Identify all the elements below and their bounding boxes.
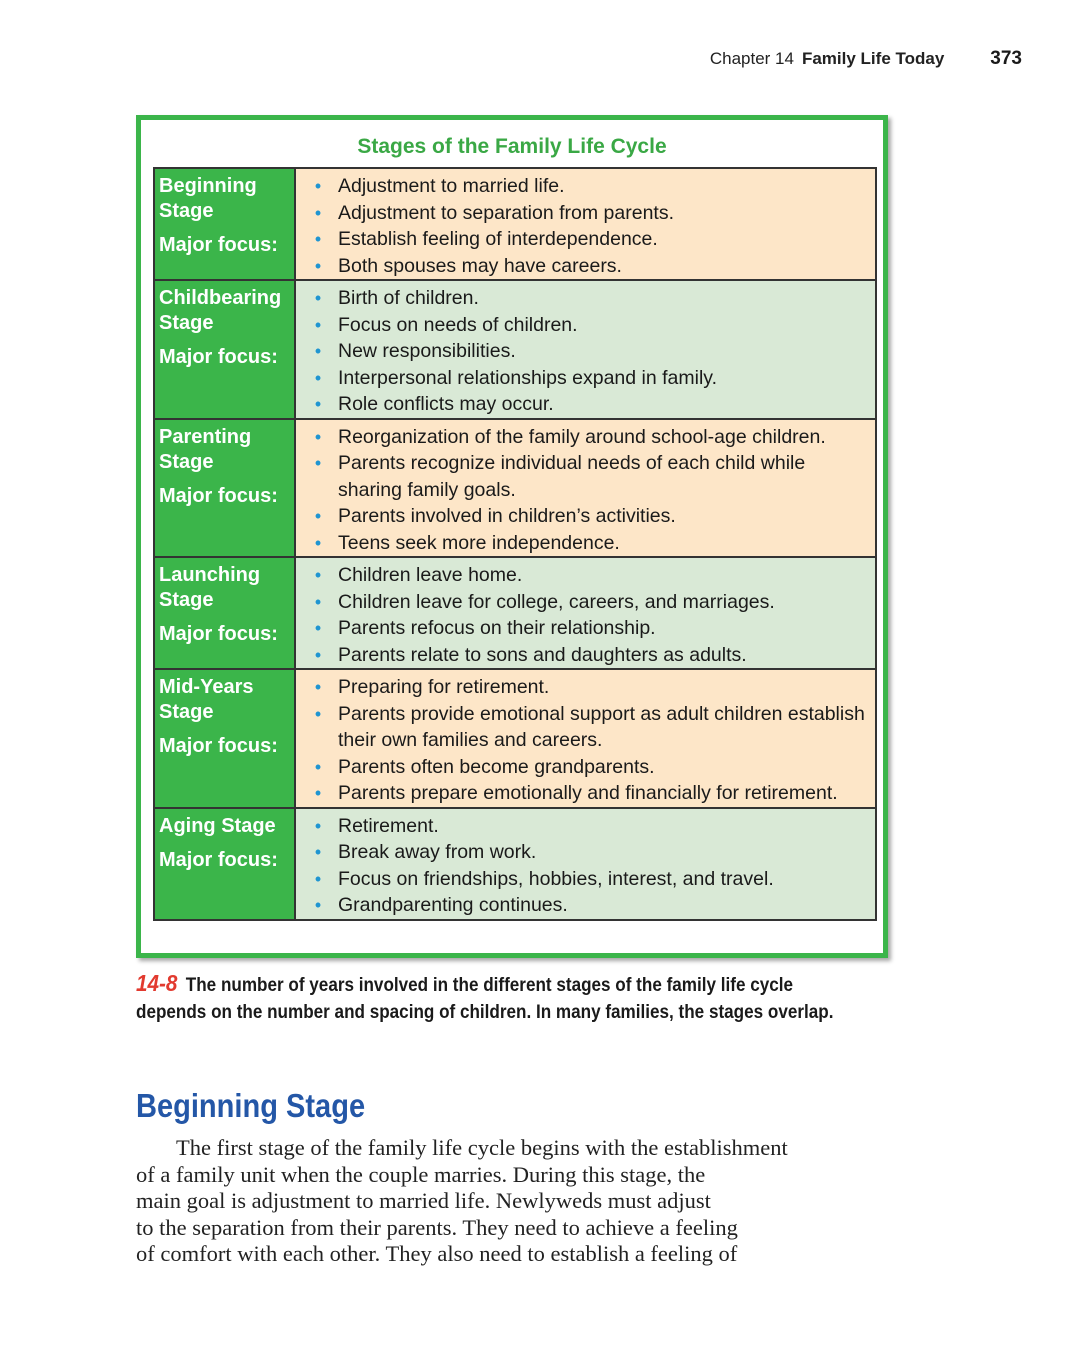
focus-item-text: Birth of children. xyxy=(338,287,479,309)
focus-item xyxy=(296,391,869,418)
stage-name-line: Mid-Years xyxy=(159,676,254,698)
focus-item xyxy=(296,450,869,503)
stage-label xyxy=(155,420,296,557)
major-focus-label: Major focus: xyxy=(159,848,278,871)
focus-item xyxy=(296,338,869,365)
caption-line-1: The number of years involved in the different stages of the family life cycle xyxy=(185,975,794,996)
focus-item-text: Parents recognize individual needs of each child while sharing family goals. xyxy=(338,452,806,501)
bullet-icon: • xyxy=(314,591,322,612)
stage-label xyxy=(155,809,296,919)
stage-name-line: Stage xyxy=(159,589,214,611)
caption-line-2: depends on the number and spacing of children. In many families, the stages overlap. xyxy=(136,1002,834,1023)
major-focus-label: Major focus: xyxy=(159,735,278,757)
major-focus-label: Major focus: xyxy=(159,234,278,256)
bullet-icon: • xyxy=(314,895,322,915)
stages-table xyxy=(153,167,877,921)
body-line: of comfort with each other. They also need to establish a feeling of xyxy=(136,1241,738,1266)
focus-item xyxy=(296,813,869,840)
bullet-icon: • xyxy=(314,532,322,553)
focus-item-text: Preparing for retirement. xyxy=(338,676,550,698)
stage-name-line: Beginning xyxy=(159,175,257,197)
body-line: main goal is adjustment to married life. Newlyweds must adjust xyxy=(136,1188,711,1213)
bullet-icon: • xyxy=(314,618,322,638)
bullet-icon: • xyxy=(314,341,322,361)
focus-item xyxy=(296,503,869,530)
focus-list xyxy=(296,809,875,919)
stage-name-line: Parenting xyxy=(159,425,252,448)
bullet-icon: • xyxy=(314,842,322,862)
focus-item xyxy=(296,200,869,227)
focus-item-text: Establish feeling of interdependence. xyxy=(338,228,658,250)
bullet-icon: • xyxy=(314,677,322,697)
stage-name-line: Stage xyxy=(159,450,214,473)
focus-list xyxy=(296,670,875,807)
stage-label xyxy=(155,558,296,668)
focus-list xyxy=(296,558,875,668)
stage-row xyxy=(155,558,875,670)
focus-item xyxy=(296,173,869,200)
bullet-icon: • xyxy=(314,426,322,447)
focus-item xyxy=(296,839,869,866)
bullet-icon: • xyxy=(314,229,322,249)
focus-item-text: Children leave home. xyxy=(338,564,523,586)
body-paragraph xyxy=(136,1135,876,1268)
focus-item xyxy=(296,674,869,701)
body-line: of a family unit when the couple marries. During this stage, the xyxy=(136,1161,706,1187)
focus-item xyxy=(296,642,869,669)
focus-item-text: Parents refocus on their relationship. xyxy=(338,617,656,639)
stage-label xyxy=(155,169,296,279)
stage-name-line: Stage xyxy=(159,701,214,723)
focus-item xyxy=(296,892,869,919)
focus-item xyxy=(296,365,869,392)
body-line: The first stage of the family life cycle begins with the establishment xyxy=(176,1135,788,1160)
focus-item-text: Break away from work. xyxy=(338,841,537,863)
bullet-icon: • xyxy=(314,176,322,196)
focus-item xyxy=(296,226,869,253)
major-focus-label: Major focus: xyxy=(159,484,278,507)
bullet-icon: • xyxy=(314,314,322,335)
focus-item xyxy=(296,866,869,893)
focus-list xyxy=(296,420,875,557)
focus-item-text: Parents provide emotional support as adult children establish their own families and careers. xyxy=(338,702,865,751)
focus-item-text: Adjustment to separation from parents. xyxy=(338,201,675,224)
page-number: 373 xyxy=(990,48,1022,69)
stage-label xyxy=(155,281,296,418)
focus-item xyxy=(296,754,869,781)
bullet-icon: • xyxy=(314,367,322,388)
bullet-icon: • xyxy=(314,288,322,308)
stage-row xyxy=(155,809,875,919)
focus-item xyxy=(296,701,869,754)
focus-item xyxy=(296,312,869,339)
focus-item-text: Parents often become grandparents. xyxy=(338,755,655,778)
major-focus-label: Major focus: xyxy=(159,346,278,368)
focus-item xyxy=(296,285,869,312)
bullet-icon: • xyxy=(314,783,322,803)
stage-label xyxy=(155,670,296,807)
body-line: to the separation from their parents. They need to achieve a feeling xyxy=(136,1214,738,1240)
focus-item-text: Parents prepare emotionally and financially for retirement. xyxy=(338,782,838,804)
focus-item xyxy=(296,562,869,589)
focus-item xyxy=(296,530,869,557)
bullet-icon: • xyxy=(314,868,322,889)
focus-list xyxy=(296,169,875,279)
focus-list xyxy=(296,281,875,418)
family-life-cycle-figure xyxy=(136,115,888,958)
focus-item-text: Focus on needs of children. xyxy=(338,313,578,336)
focus-item-text: Interpersonal relationships expand in family. xyxy=(338,366,718,389)
bullet-icon: • xyxy=(314,255,322,276)
stage-row xyxy=(155,169,875,281)
focus-item xyxy=(296,780,869,807)
figure-title: Stages of the Family Life Cycle xyxy=(357,135,667,158)
stage-row xyxy=(155,670,875,809)
stage-name-line: Launching xyxy=(159,564,261,586)
focus-item xyxy=(296,253,869,280)
focus-item-text: Parents involved in children’s activities. xyxy=(338,505,676,527)
major-focus-label: Major focus: xyxy=(159,623,278,645)
focus-item-text: Teens seek more independence. xyxy=(338,531,620,554)
focus-item-text: Retirement. xyxy=(338,814,439,837)
stage-name-line: Stage xyxy=(159,312,214,334)
focus-item-text: Role conflicts may occur. xyxy=(338,393,554,415)
bullet-icon: • xyxy=(314,202,322,223)
chapter-title: Family Life Today xyxy=(801,49,945,68)
stage-row xyxy=(155,281,875,420)
bullet-icon: • xyxy=(314,565,322,585)
bullet-icon: • xyxy=(314,506,322,526)
figure-number: 14-8 xyxy=(136,970,178,996)
focus-item-text: Parents relate to sons and daughters as adults. xyxy=(338,643,747,666)
focus-item xyxy=(296,424,869,451)
stage-name-line: Aging Stage xyxy=(159,814,276,837)
focus-item xyxy=(296,615,869,642)
bullet-icon: • xyxy=(314,756,322,777)
bullet-icon: • xyxy=(314,644,322,665)
stage-name-line: Stage xyxy=(159,200,214,222)
focus-item-text: Focus on friendships, hobbies, interest, and travel. xyxy=(338,867,774,890)
bullet-icon: • xyxy=(314,703,322,724)
focus-item-text: Grandparenting continues. xyxy=(338,894,568,916)
focus-item-text: New responsibilities. xyxy=(338,340,516,362)
running-header xyxy=(710,48,1022,70)
bullet-icon: • xyxy=(314,815,322,836)
focus-item xyxy=(296,589,869,616)
bullet-icon: • xyxy=(314,453,322,473)
focus-item-text: Reorganization of the family around school-age children. xyxy=(338,425,826,448)
bullet-icon: • xyxy=(314,394,322,414)
focus-item-text: Children leave for college, careers, and marriages. xyxy=(338,590,775,613)
stage-name-line: Childbearing xyxy=(159,287,282,309)
section-heading: Beginning Stage xyxy=(136,1087,366,1124)
stage-row xyxy=(155,420,875,559)
chapter-label: Chapter 14 xyxy=(709,49,794,68)
focus-item-text: Both spouses may have careers. xyxy=(338,254,622,277)
focus-item-text: Adjustment to married life. xyxy=(338,175,565,197)
figure-caption xyxy=(136,970,876,1026)
